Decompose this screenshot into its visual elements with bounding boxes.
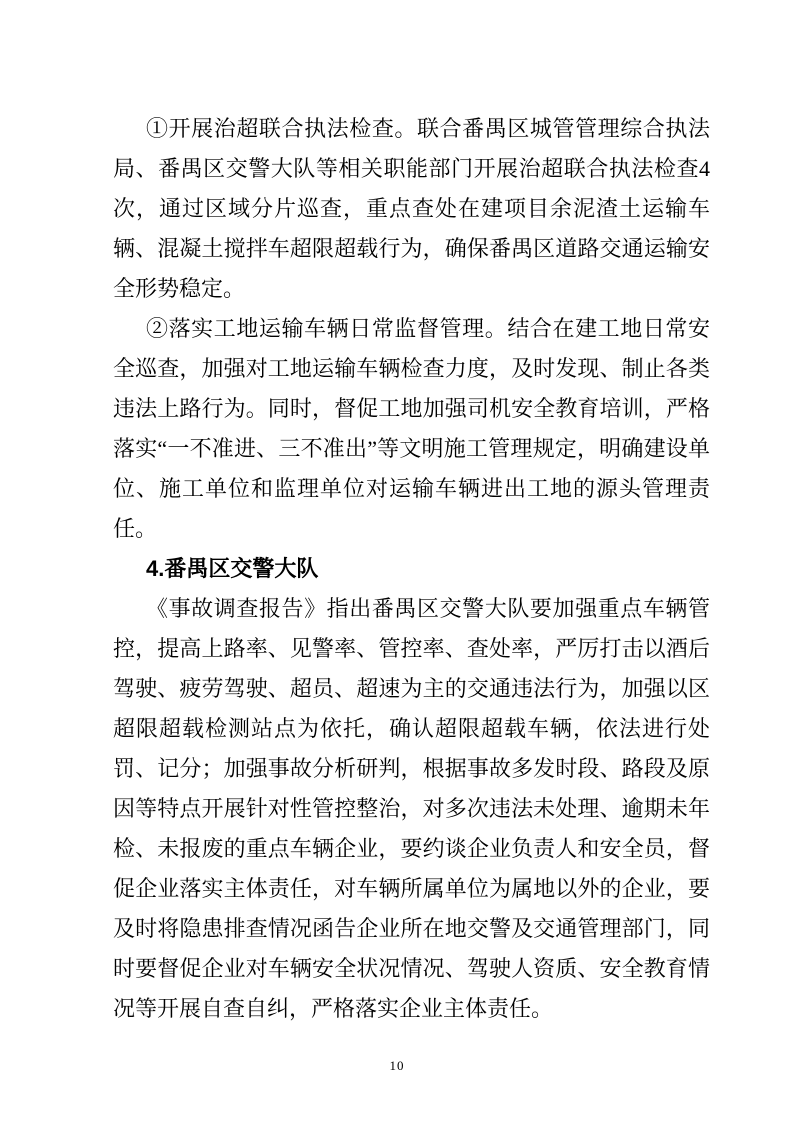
document-body: [113, 109, 710, 1029]
paragraph-daily-supervision: ②落实工地运输车辆日常监督管理。结合在建工地日常安全巡查，加强对工地运输车辆检查力度，及时发现、制止各类违法上路行为。同时，督促工地加强司机安全教育培训，严格落实“一不准进、三不准出”等文明施工管理规定，明确建设单位、施工单位和监理单位对运输车辆进出工地的源头管理责任。: [113, 316, 710, 541]
page-number: 10: [389, 1058, 405, 1073]
paragraph-joint-enforcement: ①开展治超联合执法检查。联合番禺区城管管理综合执法局、番禺区交警大队等相关职能部门开展治超联合执法检查4次，通过区域分片巡查，重点查处在建项目余泥渣土运输车辆、混凝土搅拌车超限超载行为，确保番禺区道路交通运输安全形势稳定。: [113, 116, 710, 301]
section-heading-panyu-traffic-police: 4.番禺区交警大队: [146, 556, 319, 581]
paragraph-accident-report-requirements: 《事故调查报告》指出番禺区交警大队要加强重点车辆管控，提高上路率、见警率、管控率、查处率，严厉打击以酒后驾驶、疲劳驾驶、超员、超速为主的交通违法行为，加强以区超限超载检测站点为依托，确认超限超载车辆，依法进行处罚、记分；加强事故分析研判，根据事故多发时段、路段及原因等特点开展针对性管控整治，对多次违法未处理、逾期未年检、未报废的重点车辆企业，要约谈企业负责人和安全员，督促企业落实主体责任，对车辆所属单位为属地以外的企业，要及时将隐患排查情况函告企业所在地交警及交通管理部门，同时要督促企业对车辆安全状况情况、驾驶人资质、安全教育情况等开展自查自纠，严格落实企业主体责任。: [113, 596, 710, 1021]
